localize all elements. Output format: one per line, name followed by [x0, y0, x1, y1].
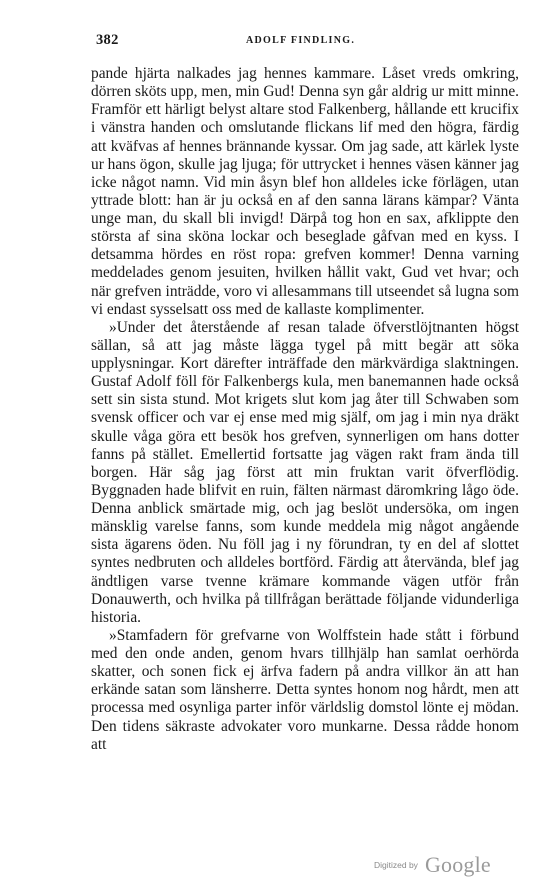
running-title: ADOLF FINDLING. — [246, 35, 356, 46]
paragraph-2: »Under det återstående af resan talade öfverstlöjtnanten högst sällan, så att jag måste lägga tygel på mitt begär att söka upplysningar. Kort därefter inträffade den märkvärdiga slaktningen. Gustaf Adolf föll för Falkenbergs kula, men banemannen hade också sett sin sista stund. Mot krigets slut kom jag åter till Schwaben som svensk officer och var ej ense med mig själf, om jag i min nya dräkt skulle våga göra ett besök hos grefven, synnerligen om hans dotter fanns på stället. Emellertid fortsatte jag vägen rakt fram ända till borgen. Här såg jag först att min fruktan varit öfverflödig. Byggnaden hade blifvit en ruin, fälten närmast däromkring lågo öde. Denna anblick smärtade mig, och jag beslöt undersöka, om ingen mänsklig varelse fanns, som kunde meddela mig något angående sista ägarens öden. Nu föll jag i ny förundran, ty en del af slottet syntes nedbruten och alldeles bortförd. Färdig att återvända, blef jag ändtligen varse tvenne krämare kommande vägen utför från Donauwerth, och hvilka på tillfrågan berättade följande vidunderliga historia. — [91, 318, 519, 626]
digitized-label: Digitized by — [374, 860, 418, 870]
paragraph-3: »Stamfadern för grefvarne von Wolffstein hade stått i förbund med den onde anden, genom hvars tillhjälp han samlat oerhörda skatter, och sonen fick ej ärfva fadern på andra villkor än att han erkände satan som länsherre. Detta syntes honom nog hårdt, men att processa med osynliga parter inför världslig domstol lönte ej mödan. Den tidens säkraste advokater voro munkarne. Dessa rådde honom att — [91, 626, 519, 753]
page-number: 382 — [96, 32, 119, 48]
paragraph-1: pande hjärta nalkades jag hennes kammare. Låset vreds omkring, dörren sköts upp, men, min Gud! Denna syn går aldrig ur mitt minne. Framför ett härligt belyst altare stod Falkenberg, hållande ett krucifix i vänstra handen och omslutande flickans lif med den högra, färdig att kväfvas af hennes brännande kyssar. Om jag sade, att kärlek lyste ur hans ögon, skulle jag ljuga; för uttrycket i hennes väsen känner jag icke något namn. Vid min åsyn blef hon alldeles icke förlägen, utan yttrade blott: han är ju också en af den sanna lärans kämpar? Vänta unge man, du skall bli invigd! Därpå tog hon en sax, afklippte den största af sina sköna lockar och beseglade gåfvan med en kyss. I detsamma hördes en röst ropa: grefven kommer! Denna varning meddelades genom jesuiten, hvilken hållit vakt, Gud vet hvar; och när grefven inträdde, voro vi allesammans till utseendet så lugna som vi endast sysselsatt oss med de kallaste komplimenter. — [91, 65, 519, 318]
google-logo: Google — [424, 852, 491, 877]
body-text — [91, 65, 519, 754]
digitized-by-google-watermark — [374, 852, 491, 876]
page-header — [96, 32, 520, 52]
